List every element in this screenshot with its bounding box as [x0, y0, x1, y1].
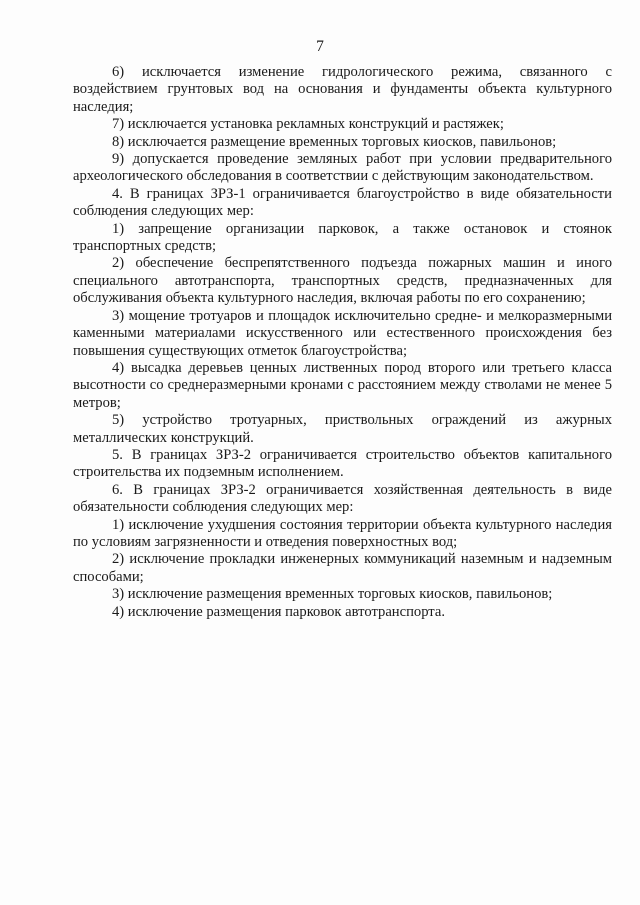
paragraph-section-6-item-4: 4) исключение размещения парковок автотранспорта.	[112, 603, 445, 620]
paragraph-item-8-kiosks: 8) исключается размещение временных торговых киосков, павильонов;	[112, 133, 557, 150]
paragraph-section-6-item-1: 1) исключение ухудшения состояния территории объекта культурного наследия по условиям загрязненности и отведения поверхностных вод;	[73, 516, 612, 550]
document-body	[73, 64, 612, 621]
paragraph-section-6-item-3: 3) исключение размещения временных торговых киосков, павильонов;	[112, 586, 553, 603]
page-number: 7	[316, 38, 324, 55]
paragraph-item-7-advertising: 7) исключается установка рекламных конструкций и растяжек;	[112, 116, 504, 133]
paragraph-item-9-earthworks: 9) допускается проведение земляных работ при условии предварительного археологического обследования в соответствии с действующим законодательством.	[73, 151, 612, 185]
paragraph-section-4-zrz1-landscaping: 4. В границах ЗРЗ-1 ограничивается благоустройство в виде обязательности соблюдения следующих мер:	[73, 185, 612, 220]
paragraph-section-4-item-2: 2) обеспечение беспрепятственного подъезда пожарных машин и иного специального автотранспорта, транспортных средств, предназначенных для обслуживания объекта культурного наследия, включая работы по его сохранению;	[73, 255, 612, 307]
paragraph-section-4-item-4: 4) высадка деревьев ценных лиственных пород второго или третьего класса высотности со среднеразмерными кронами с расстоянием между стволами не менее 5 метров;	[73, 359, 612, 411]
paragraph-section-5-zrz2-construction: 5. В границах ЗРЗ-2 ограничивается строительство объектов капитального строительства их подземным исполнением.	[73, 446, 612, 481]
paragraph-section-4-item-1: 1) запрещение организации парковок, а также остановок и стоянок транспортных средств;	[73, 220, 612, 255]
paragraph-section-6-item-2: 2) исключение прокладки инженерных коммуникаций наземным и надземным способами;	[73, 551, 612, 585]
paragraph-section-4-item-3: 3) мощение тротуаров и площадок исключительно средне- и мелкоразмерными каменными материалами искусственного или естественного происхождения без повышения существующих отметок благоустройства;	[73, 307, 612, 359]
paragraph-section-4-item-5: 5) устройство тротуарных, приствольных ограждений из ажурных металлических конструкций.	[73, 412, 612, 446]
paragraph-section-6-zrz2-economic: 6. В границах ЗРЗ-2 ограничивается хозяйственная деятельность в виде обязательности соблюдения следующих мер:	[73, 481, 612, 516]
paragraph-item-6-hydrology: 6) исключается изменение гидрологического режима, связанного с воздействием грунтовых вод на основания и фундаменты объекта культурного наследия;	[73, 64, 612, 115]
